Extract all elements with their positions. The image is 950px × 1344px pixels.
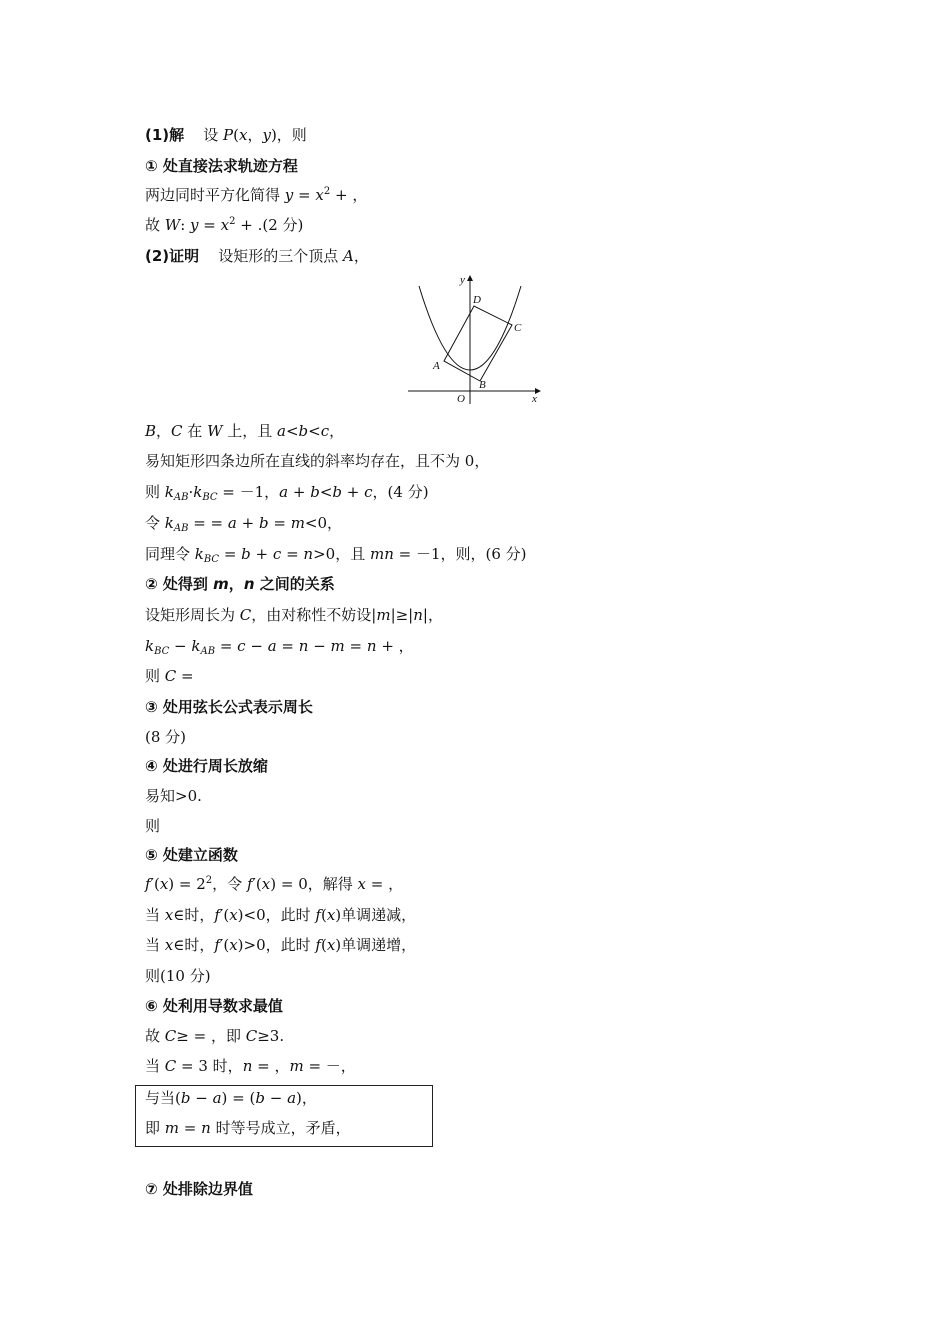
increasing-interval-line: 当 x∈时，f′(x)>0，此时 f(x)单调递增，: [145, 936, 417, 954]
slope-difference-line: $k_{BC} - k_{AB} = c - a = n - m = n$ + ，: [145, 637, 414, 657]
boxed-contradiction-line: 即 m = n 时等号成立，矛盾，: [145, 1119, 351, 1137]
heading-step1: ① 处直接法求轨迹方程: [145, 157, 298, 175]
equality-case-line: 当 C = 3 时，n = ，m = －，: [145, 1057, 356, 1075]
heading-step7: ⑦ 处排除边界值: [145, 1180, 253, 1198]
heading-step5: ⑤ 处建立函数: [145, 846, 238, 864]
perimeter-assumption-line: 设矩形周长为 C，由对称性不妨设|m|≥|n|，: [145, 606, 443, 624]
vertices-on-w-line: B，C 在 W 上，且 a<b<c，: [145, 422, 345, 440]
rectangle-abcd: [444, 306, 512, 381]
heading-step6: ⑥ 处利用导数求最值: [145, 997, 283, 1015]
slope-product-line: 则 $k_{AB}\cdot k_{BC} = -1$，a + b<b + c，(4 分): [145, 483, 429, 503]
label-a: A: [433, 360, 440, 372]
label-x: x: [532, 393, 537, 405]
kbc-definition-line: 同理令 $k_{BC} = b + c = n>0$，且 mn = －1，则，(6 分): [145, 545, 527, 565]
label-o: O: [457, 393, 465, 405]
then-line: 则: [145, 817, 161, 835]
score-8-line: (8 分): [145, 728, 187, 746]
kab-definition-line: 令 $k_{AB}$ = = a + b = m<0，: [145, 514, 343, 534]
part1-intro-line: (1)解 设 P(x，y)，则: [145, 126, 307, 144]
label-b: B: [479, 379, 486, 391]
positivity-line: 易知>0.: [145, 787, 202, 805]
derivative-line: $f'(x) = 2^2$，令 f′(x) = 0，解得 x = ，: [145, 875, 404, 893]
parabola-rectangle-figure: [404, 270, 546, 406]
heading-step4: ④ 处进行周长放缩: [145, 757, 268, 775]
part2-intro-line: (2)证明 设矩形的三个顶点 A，: [145, 247, 369, 265]
heading-step2: ② 处得到 m，n 之间的关系: [145, 575, 335, 593]
perimeter-expression-line: 则 C =: [145, 667, 194, 685]
slopes-exist-line: 易知矩形四条边所在直线的斜率均存在，且不为 0，: [145, 452, 490, 470]
locus-equation-line: 故 W: $y = x^2 + .(2$ 分): [145, 216, 304, 234]
boxed-condition-line: 与当(b − a) = (b − a)，: [145, 1089, 317, 1107]
heading-step3: ③ 处用弦长公式表示周长: [145, 698, 313, 716]
minimum-perimeter-line: 故 C≥ = ，即 C≥3.: [145, 1027, 285, 1045]
label-c: C: [514, 322, 522, 334]
part2-label: (2)证明: [145, 247, 200, 265]
simplify-line: 两边同时平方化简得 $y = x^2$ + ，: [145, 186, 368, 204]
decreasing-interval-line: 当 x∈时，f′(x)<0，此时 f(x)单调递减，: [145, 906, 417, 924]
label-d: D: [473, 294, 481, 306]
score-10-line: 则(10 分): [145, 967, 211, 985]
label-y: y: [460, 274, 465, 286]
part1-label: (1)解: [145, 126, 185, 144]
